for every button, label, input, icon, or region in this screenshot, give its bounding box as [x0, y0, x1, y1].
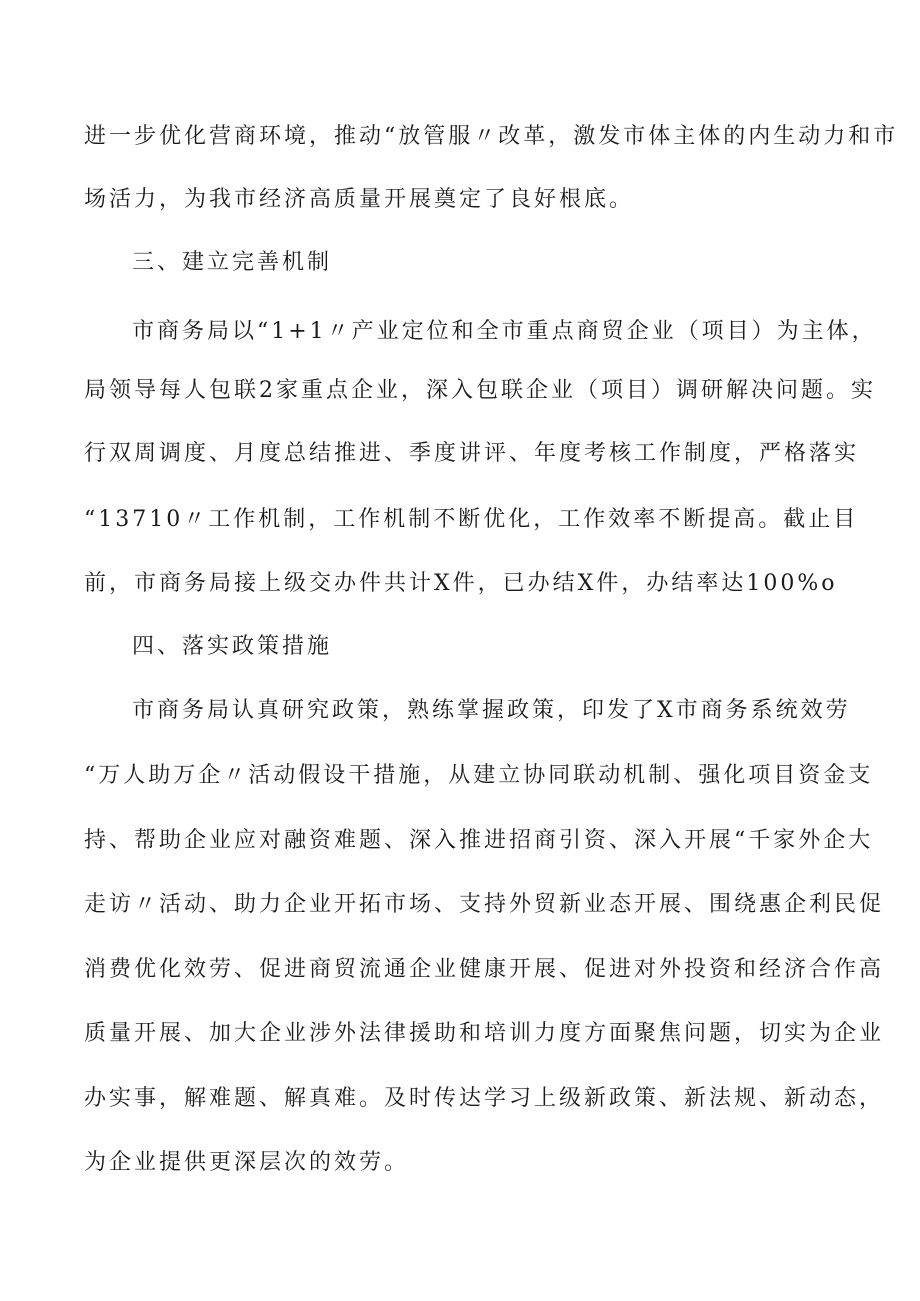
section-heading-4: 四、落实政策措施 [132, 634, 333, 659]
paragraph-3-line-2: “万人助万企〃活动假设干措施，从建立协同联动机制、强化项目资金支 [84, 763, 874, 788]
paragraph-3-line-1: 市商务局认真研究政策，熟练掌握政策，印发了X市商务系统效劳 [132, 698, 851, 723]
paragraph-3-line-3: 持、帮助企业应对融资难题、深入推进招商引资、深入开展“千家外企大 [84, 828, 874, 853]
paragraph-1-line-2: 场活力，为我市经济高质量开展奠定了良好根底。 [84, 187, 635, 212]
paragraph-3-line-7: 办实事，解难题、解真难。及时传达学习上级新政策、新法规、新动态， [84, 1086, 885, 1111]
paragraph-3-line-4: 走访〃活动、助力企业开拓市场、支持外贸新业态开展、围绕惠企利民促 [84, 892, 885, 917]
paragraph-2-line-1: 市商务局以“1+1〃产业定位和全市重点商贸企业（项目）为主体， [132, 319, 877, 344]
paragraph-2-line-2: 局领导每人包联2家重点企业，深入包联企业（项目）调研解决问题。实 [84, 378, 876, 403]
paragraph-3-line-6: 质量开展、加大企业涉外法律援助和培训力度方面聚焦问题，切实为企业 [84, 1021, 885, 1046]
paragraph-3-line-8: 为企业提供更深层次的效劳。 [84, 1150, 410, 1175]
paragraph-2-line-5: 前，市商务局接上级交办件共计X件，已办结X件，办结率达100%o [84, 571, 838, 596]
paragraph-1-line-1: 进一步优化营商环境，推动“放管服〃改革，激发市体主体的内生动力和市 [84, 124, 899, 149]
paragraph-2-line-3: 行双周调度、月度总结推进、季度讲评、年度考核工作制度，严格落实 [84, 441, 860, 466]
section-heading-3: 三、建立完善机制 [132, 250, 333, 275]
paragraph-3-line-5: 消费优化效劳、促进商贸流通企业健康开展、促进对外投资和经济合作高 [84, 957, 885, 982]
paragraph-2-line-4: “13710〃工作机制，工作机制不断优化，工作效率不断提高。截止目 [84, 507, 859, 532]
